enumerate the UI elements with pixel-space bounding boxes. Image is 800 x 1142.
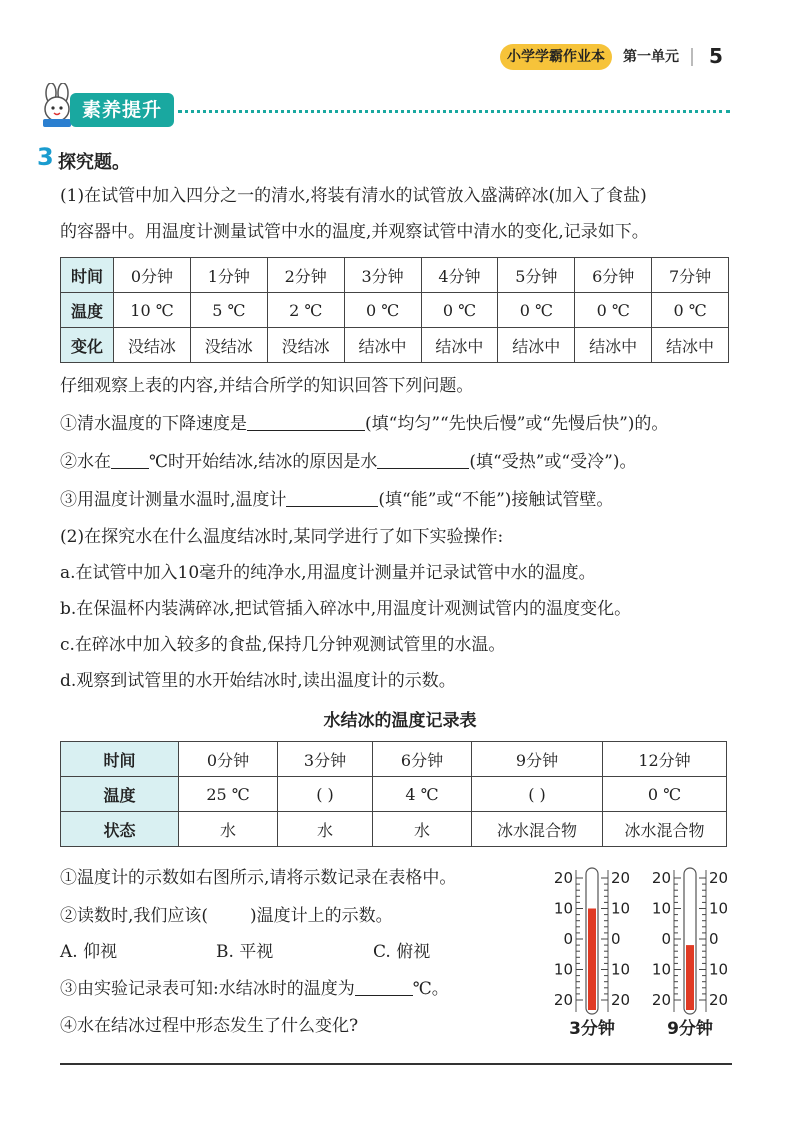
table-cell: 水 (278, 812, 373, 847)
answer-blank[interactable] (286, 488, 378, 507)
table-cell: 0 ℃ (603, 777, 727, 812)
table-cell: 4分钟 (421, 258, 498, 293)
scale-label: 20 (553, 991, 573, 1009)
part1-q2 (60, 450, 636, 474)
part1-q1 (60, 412, 668, 436)
part2-intro: (2)在探究水在什么温度结冰时,某同学进行了如下实验操作: (60, 527, 504, 547)
row-header: 温度 (61, 293, 114, 328)
table-cell: 结冰中 (575, 328, 652, 363)
part1-q3 (60, 488, 613, 512)
table-cell: 结冰中 (498, 328, 575, 363)
scale-label: 0 (563, 930, 573, 948)
table-cell: 9分钟 (472, 742, 603, 777)
answer-blank[interactable] (247, 412, 365, 431)
table-row (61, 258, 729, 293)
q3-text-a: ③由实验记录表可知:水结冰时的温度为 (60, 979, 355, 999)
q2-text-b: ℃时开始结冰,结冰的原因是水 (149, 452, 378, 472)
scale-label: 10 (651, 899, 671, 918)
table-cell: 0 ℃ (421, 293, 498, 328)
thermometer-caption: 9分钟 (667, 1019, 713, 1039)
table-cell: 7分钟 (652, 258, 729, 293)
table-cell: 没结冰 (114, 328, 191, 363)
scale-label: 20 (709, 991, 729, 1009)
table-cell: 0 ℃ (652, 293, 729, 328)
table-cell: 25 ℃ (179, 777, 278, 812)
scale-label: 20 (611, 991, 631, 1009)
table-cell: 5分钟 (498, 258, 575, 293)
answer-blank[interactable] (377, 450, 469, 469)
book-title-badge: 小学学霸作业本 (500, 44, 612, 70)
table-cell: 10 ℃ (114, 293, 191, 328)
table-cell: 水 (179, 812, 278, 847)
table-row (61, 328, 729, 363)
row-header: 状态 (61, 812, 179, 847)
table-cell: 0分钟 (114, 258, 191, 293)
q2-text-b: )温度计上的示数。 (250, 906, 393, 926)
thermometer-caption: 3分钟 (569, 1019, 615, 1039)
table-cell: 1分钟 (190, 258, 267, 293)
scale-label: 10 (553, 960, 573, 979)
row-header: 变化 (61, 328, 114, 363)
q2-text-a: ②读数时,我们应该( (60, 906, 209, 926)
table-cell: 3分钟 (344, 258, 421, 293)
question-title: 探究题。 (58, 152, 130, 173)
section-banner: 素养提升 (70, 93, 174, 127)
scale-label: 20 (651, 869, 671, 887)
observation-table (60, 257, 729, 363)
scale-label: 20 (709, 869, 729, 887)
option-b[interactable]: B. 平视 (216, 942, 274, 962)
part2-q2 (60, 904, 393, 928)
scale-label: 10 (611, 899, 631, 918)
table-cell: 3分钟 (278, 742, 373, 777)
table-cell[interactable]: ( ) (472, 777, 603, 812)
q1-text-a: ①清水温度的下降速度是 (60, 414, 247, 434)
table-cell: 0分钟 (179, 742, 278, 777)
q3-text-b: (填“能”或“不能”)接触试管壁。 (378, 490, 614, 510)
part2-q1: ①温度计的示数如右图所示,请将示数记录在表格中。 (60, 868, 457, 888)
table-cell: 2 ℃ (267, 293, 344, 328)
table-cell: 水 (373, 812, 472, 847)
option-c[interactable]: C. 俯视 (373, 942, 431, 962)
record-table-title: 水结冰的温度记录表 (323, 711, 477, 731)
table-cell: 6分钟 (373, 742, 472, 777)
table-cell: 4 ℃ (373, 777, 472, 812)
table-cell: 冰水混合物 (472, 812, 603, 847)
table-cell: 0 ℃ (344, 293, 421, 328)
table-cell: 结冰中 (421, 328, 498, 363)
option-a[interactable]: A. 仰视 (60, 942, 118, 962)
table-row (61, 777, 727, 812)
answer-blank[interactable] (355, 977, 413, 996)
scale-label: 0 (611, 930, 621, 948)
table-row (61, 812, 727, 847)
table-cell: 冰水混合物 (603, 812, 727, 847)
scale-label: 20 (651, 991, 671, 1009)
table-row (61, 293, 729, 328)
bottom-rule (60, 1063, 732, 1065)
unit-label: 第一单元 (623, 49, 679, 65)
q1-text-b: (填“均匀”“先快后慢”或“先慢后快”)的。 (365, 414, 669, 434)
question-number: 3 (37, 143, 54, 171)
step-b: b.在保温杯内装满碎冰,把试管插入碎冰中,用温度计观测试管内的温度变化。 (60, 599, 632, 619)
banner-dotted-line (178, 110, 730, 113)
scale-label: 10 (553, 899, 573, 918)
part1-intro-line1: (1)在试管中加入四分之一的清水,将装有清水的试管放入盛满碎冰(加入了食盐) (60, 186, 647, 206)
table-cell: 结冰中 (652, 328, 729, 363)
scale-label: 10 (709, 960, 729, 979)
table-cell: 没结冰 (190, 328, 267, 363)
table-cell: 0 ℃ (575, 293, 652, 328)
table-cell: 结冰中 (344, 328, 421, 363)
record-table (60, 741, 727, 847)
scale-label: 0 (661, 930, 671, 948)
scale-label: 10 (709, 899, 729, 918)
part1-prompt: 仔细观察上表的内容,并结合所学的知识回答下列问题。 (60, 376, 474, 396)
row-header: 时间 (61, 258, 114, 293)
answer-blank[interactable] (111, 450, 149, 469)
q2-text-a: ②水在 (60, 452, 111, 472)
thermometer-liquid (686, 945, 694, 1010)
thermometer-figure (540, 860, 740, 1050)
table-cell: 5 ℃ (190, 293, 267, 328)
q3-text-a: ③用温度计测量水温时,温度计 (60, 490, 287, 510)
table-row (61, 742, 727, 777)
scale-label: 20 (611, 869, 631, 887)
table-cell: 12分钟 (603, 742, 727, 777)
table-cell: 0 ℃ (498, 293, 575, 328)
scale-label: 0 (709, 930, 719, 948)
row-header: 时间 (61, 742, 179, 777)
header-divider (691, 48, 693, 66)
scale-label: 20 (553, 869, 573, 887)
q3-text-b: ℃。 (412, 979, 449, 999)
q2-text-c: (填“受热”或“受冷”)。 (469, 452, 637, 472)
part2-q4: ④水在结冰过程中形态发生了什么变化? (60, 1016, 359, 1036)
part1-intro-line2: 的容器中。用温度计测量试管中水的温度,并观察试管中清水的变化,记录如下。 (60, 222, 649, 242)
step-d: d.观察到试管里的水开始结冰时,读出温度计的示数。 (60, 671, 456, 691)
table-cell: 2分钟 (267, 258, 344, 293)
table-cell: 没结冰 (267, 328, 344, 363)
scale-label: 10 (651, 960, 671, 979)
part2-q3 (60, 977, 449, 1001)
thermometer-liquid (588, 909, 596, 1011)
scale-label: 10 (611, 960, 631, 979)
step-a: a.在试管中加入10毫升的纯净水,用温度计测量并记录试管中水的温度。 (60, 563, 596, 583)
row-header: 温度 (61, 777, 179, 812)
table-cell: 6分钟 (575, 258, 652, 293)
step-c: c.在碎冰中加入较多的食盐,保持几分钟观测试管里的水温。 (60, 635, 506, 655)
page-number: 5 (709, 44, 723, 68)
table-cell[interactable]: ( ) (278, 777, 373, 812)
